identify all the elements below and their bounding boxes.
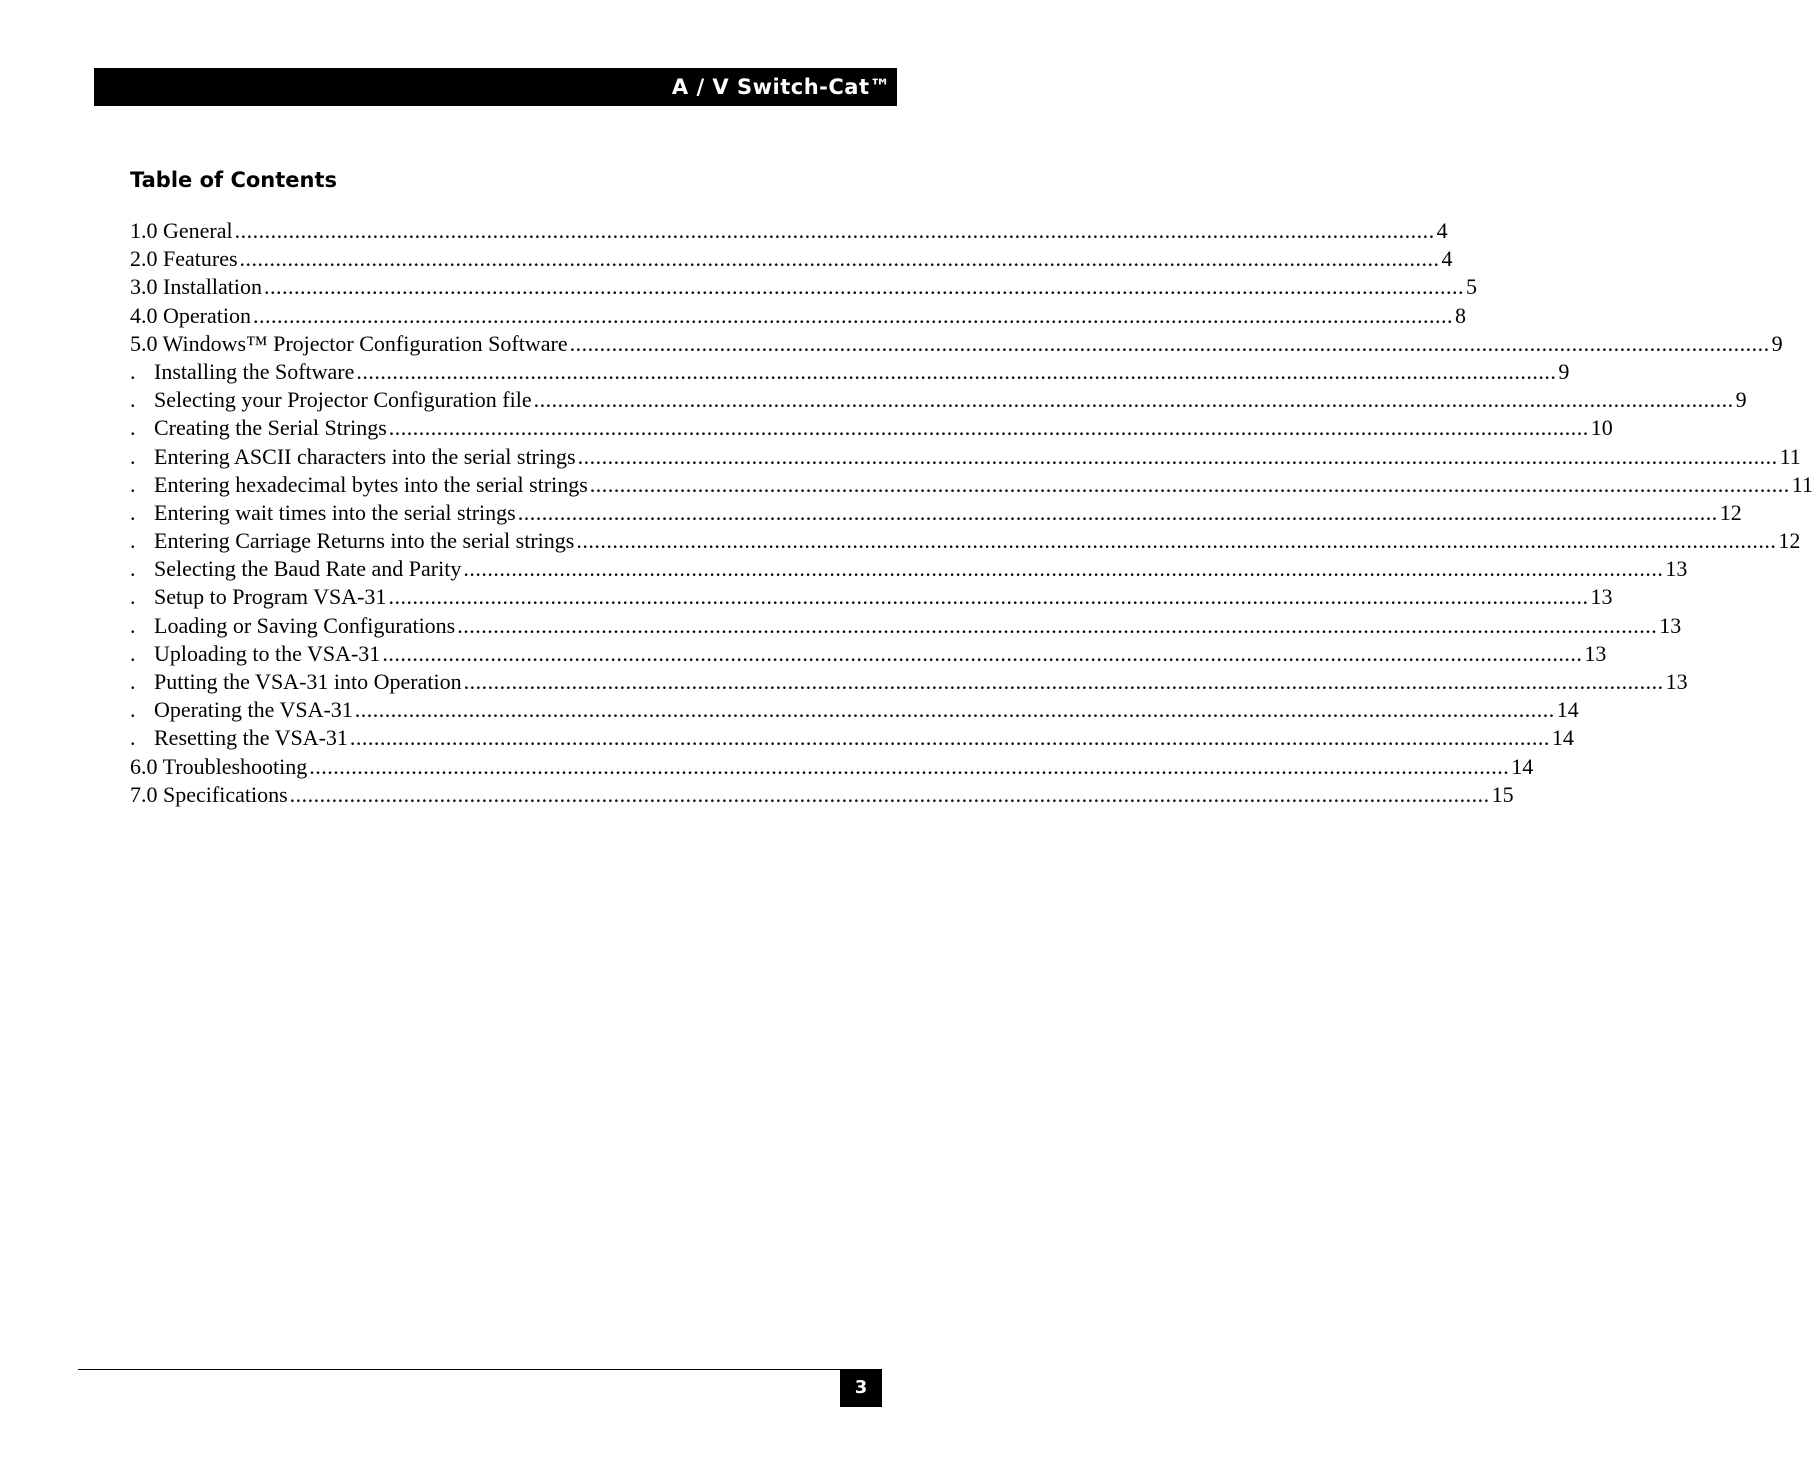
toc-page-number: 13: [1665, 556, 1688, 582]
toc-page-number: 11: [1779, 443, 1801, 469]
toc-dot-leader: ........................................................................................................................................................................................................: [577, 443, 1778, 469]
toc-bullet: .: [130, 387, 136, 413]
toc-entry[interactable]: [130, 781, 1514, 809]
toc-bullet: .: [130, 640, 136, 666]
toc-page-number: 11: [1791, 471, 1813, 497]
toc-bullet: .: [130, 499, 136, 525]
toc-entry-title: Entering hexadecimal bytes into the serial strings: [154, 471, 588, 497]
toc-page-number: 9: [1735, 387, 1747, 413]
toc-bullet: .: [130, 725, 136, 751]
toc-entry-title: Putting the VSA-31 into Operation: [154, 669, 462, 694]
toc-entry[interactable]: [130, 443, 1801, 471]
toc-page-number: 14: [1551, 725, 1574, 751]
toc-page-number: 13: [1665, 669, 1688, 694]
toc-dot-leader: ........................................................................................................................................................................................................: [388, 584, 1589, 610]
toc-entry-title: Operating the VSA-31: [154, 697, 353, 723]
toc-page-number: 13: [1584, 640, 1607, 666]
header-bar: [94, 68, 897, 106]
toc-entry[interactable]: [130, 358, 1570, 386]
toc-page-number: 9: [1771, 330, 1783, 356]
toc-entry[interactable]: [130, 273, 1477, 301]
toc-entry-title: 7.0 Specifications: [130, 781, 288, 807]
toc-dot-leader: ........................................................................................................................................................................................................: [289, 781, 1490, 807]
toc-entry-title: Entering wait times into the serial strings: [154, 499, 516, 525]
toc-entry-title: Uploading to the VSA-31: [154, 640, 381, 666]
toc-entry-title: Entering Carriage Returns into the serial strings: [154, 528, 575, 554]
toc-entry-title: 4.0 Operation: [130, 302, 251, 328]
toc-entry-title: Entering ASCII characters into the serial strings: [154, 443, 576, 469]
toc-entry[interactable]: [130, 330, 1783, 358]
toc-entry-title: Selecting the Baud Rate and Parity: [154, 556, 462, 582]
toc-dot-leader: ........................................................................................................................................................................................................: [382, 640, 1583, 666]
toc-dot-leader: ........................................................................................................................................................................................................: [309, 753, 1510, 779]
toc-entry[interactable]: [130, 668, 1688, 696]
toc-page-number: 4: [1441, 246, 1453, 272]
toc-page-number: 14: [1556, 697, 1579, 723]
toc-dot-leader: ........................................................................................................................................................................................................: [569, 330, 1770, 356]
toc-entry[interactable]: [130, 640, 1607, 668]
toc-entry-title: 2.0 Features: [130, 246, 238, 272]
toc-page-number: 4: [1436, 218, 1448, 243]
toc-dot-leader: ........................................................................................................................................................................................................: [589, 471, 1790, 497]
toc-dot-leader: ........................................................................................................................................................................................................: [239, 246, 1440, 272]
toc-entry[interactable]: [130, 527, 1801, 555]
document-title: A / V Switch-Cat™: [671, 75, 891, 99]
toc-page-number: 14: [1511, 753, 1534, 779]
toc-bullet: .: [130, 556, 136, 582]
toc-entry[interactable]: [130, 753, 1534, 781]
toc-entry-title: 6.0 Troubleshooting: [130, 753, 308, 779]
toc-entry-title: 3.0 Installation: [130, 274, 262, 300]
toc-page-number: 12: [1778, 528, 1801, 554]
toc-entry-title: Loading or Saving Configurations: [154, 612, 456, 638]
toc-entry[interactable]: [130, 471, 1813, 499]
toc-entry[interactable]: [130, 555, 1688, 583]
toc-entry[interactable]: [130, 499, 1742, 527]
toc-entry-title: Installing the Software: [154, 358, 355, 384]
toc-entry[interactable]: [130, 302, 1466, 330]
toc-page-number: 8: [1454, 302, 1466, 328]
toc-page-number: 9: [1558, 358, 1570, 384]
toc-dot-leader: ........................................................................................................................................................................................................: [252, 302, 1453, 328]
toc-entry-title: Resetting the VSA-31: [154, 725, 348, 751]
toc-dot-leader: ........................................................................................................................................................................................................: [263, 274, 1464, 300]
toc-page-number: 12: [1719, 499, 1742, 525]
toc-entry[interactable]: [130, 414, 1613, 442]
toc-page-number: 15: [1491, 781, 1514, 807]
toc-page-number: 13: [1659, 612, 1682, 638]
toc-bullet: .: [130, 612, 136, 638]
toc-entry[interactable]: [130, 386, 1747, 414]
toc-dot-leader: ........................................................................................................................................................................................................: [517, 499, 1718, 525]
toc-entry-title: 5.0 Windows™ Projector Configuration Software: [130, 330, 568, 356]
toc-page-number: 10: [1590, 415, 1613, 441]
toc-entry[interactable]: [130, 612, 1682, 640]
toc-bullet: .: [130, 358, 136, 384]
toc-entry[interactable]: [130, 245, 1453, 273]
toc-dot-leader: ........................................................................................................................................................................................................: [463, 556, 1664, 582]
toc-dot-leader: ........................................................................................................................................................................................................: [234, 218, 1435, 243]
toc-bullet: .: [130, 415, 136, 441]
toc-entry-title: Selecting your Projector Configuration file: [154, 387, 532, 413]
toc-bullet: .: [130, 584, 136, 610]
toc-bullet: .: [130, 443, 136, 469]
toc-page-number: 5: [1465, 274, 1477, 300]
toc-entry[interactable]: [130, 696, 1579, 724]
toc-page-number: 13: [1590, 584, 1613, 610]
toc-entry-title: Setup to Program VSA-31: [154, 584, 387, 610]
toc-entry-title: Creating the Serial Strings: [154, 415, 387, 441]
toc-bullet: .: [130, 528, 136, 554]
toc-entry[interactable]: [130, 583, 1613, 611]
toc-list: [130, 217, 1813, 809]
toc-bullet: .: [130, 471, 136, 497]
toc-dot-leader: ........................................................................................................................................................................................................: [533, 387, 1734, 413]
toc-entry-title: 1.0 General: [130, 218, 233, 243]
toc-dot-leader: ........................................................................................................................................................................................................: [457, 612, 1658, 638]
toc-dot-leader: ........................................................................................................................................................................................................: [463, 669, 1664, 694]
toc-dot-leader: ........................................................................................................................................................................................................: [388, 415, 1589, 441]
footer-rule: [78, 1369, 882, 1370]
page-number: 3: [840, 1369, 882, 1407]
toc-entry[interactable]: [130, 217, 1448, 245]
toc-heading: Table of Contents: [130, 168, 338, 192]
toc-dot-leader: ........................................................................................................................................................................................................: [576, 528, 1777, 554]
toc-dot-leader: ........................................................................................................................................................................................................: [354, 697, 1555, 723]
toc-dot-leader: ........................................................................................................................................................................................................: [356, 358, 1557, 384]
toc-entry[interactable]: [130, 724, 1574, 752]
toc-dot-leader: ........................................................................................................................................................................................................: [349, 725, 1550, 751]
toc-bullet: .: [130, 669, 136, 694]
toc-bullet: .: [130, 697, 136, 723]
